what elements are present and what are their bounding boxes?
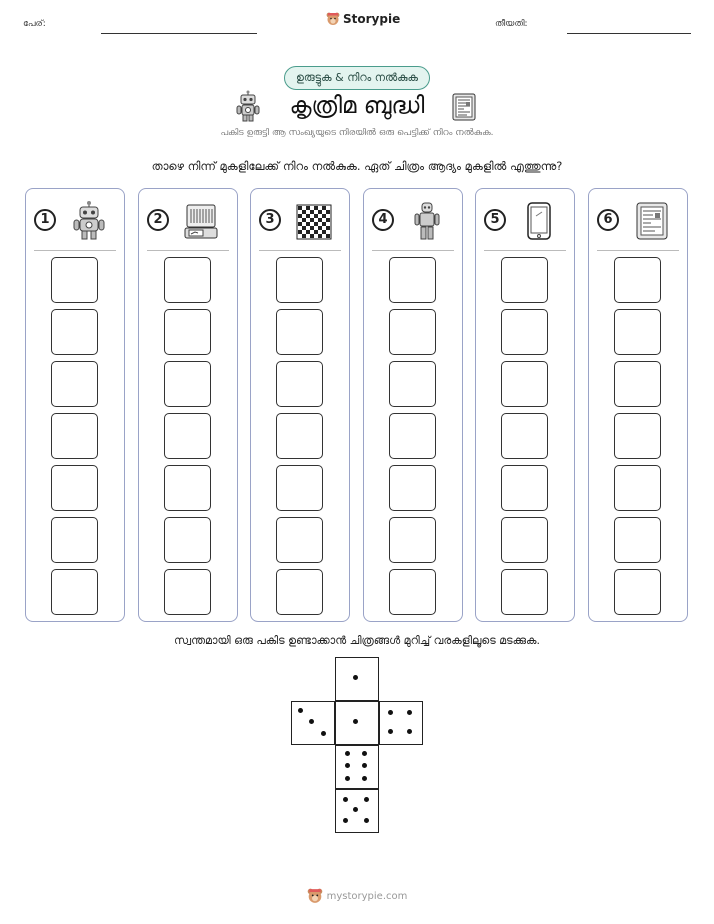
- color-box[interactable]: [276, 569, 323, 615]
- column-number: 2: [147, 209, 169, 231]
- color-box[interactable]: [164, 569, 211, 615]
- circuit-board-icon: [633, 201, 671, 241]
- column-number: 6: [597, 209, 619, 231]
- column-number: 5: [484, 209, 506, 231]
- color-box[interactable]: [51, 465, 98, 511]
- brand-name: Storypie: [343, 12, 401, 26]
- column-2: [138, 188, 238, 622]
- dice-pip: [353, 807, 358, 812]
- color-box[interactable]: [276, 257, 323, 303]
- color-box[interactable]: [164, 413, 211, 459]
- computer-terminal-icon: [183, 201, 221, 241]
- color-box[interactable]: [276, 517, 323, 563]
- color-box[interactable]: [164, 465, 211, 511]
- date-label: തീയതി:: [495, 19, 528, 29]
- dice-face-center: [335, 701, 379, 745]
- divider: [259, 250, 341, 251]
- divider: [34, 250, 116, 251]
- dice-pip: [343, 797, 348, 802]
- storypie-bear-icon: [307, 888, 323, 904]
- color-box[interactable]: [389, 361, 436, 407]
- color-box[interactable]: [276, 465, 323, 511]
- dice-pip: [353, 675, 358, 680]
- subtitle: പകിട ഉരുട്ടി ആ സംഖ്യയുടെ നിരയിൽ ഒരു പെട്ടിക്ക് നിറം നൽകുക.: [220, 128, 494, 138]
- color-box[interactable]: [614, 413, 661, 459]
- dice-face-below: [335, 745, 379, 789]
- color-box[interactable]: [51, 361, 98, 407]
- dice-pip: [364, 797, 369, 802]
- color-box[interactable]: [164, 361, 211, 407]
- dice-pip: [407, 710, 412, 715]
- column-4: [363, 188, 463, 622]
- name-line[interactable]: [101, 33, 257, 34]
- color-box[interactable]: [51, 569, 98, 615]
- color-box[interactable]: [389, 517, 436, 563]
- footer-url[interactable]: mystorypie.com: [326, 890, 408, 902]
- brand-logo: [326, 12, 400, 26]
- color-box[interactable]: [276, 309, 323, 355]
- color-box[interactable]: [51, 257, 98, 303]
- dice-pip: [345, 776, 350, 781]
- color-box[interactable]: [51, 413, 98, 459]
- dice-pip: [364, 818, 369, 823]
- chessboard-icon: [295, 201, 333, 241]
- color-box[interactable]: [614, 465, 661, 511]
- dice-pip: [362, 776, 367, 781]
- dice-pip: [345, 751, 350, 756]
- storypie-bear-icon: [326, 12, 340, 26]
- color-box[interactable]: [614, 361, 661, 407]
- dice-face-bottom: [335, 789, 379, 833]
- color-box[interactable]: [614, 569, 661, 615]
- dice-pip: [388, 710, 393, 715]
- color-box[interactable]: [501, 465, 548, 511]
- color-box[interactable]: [501, 257, 548, 303]
- color-box[interactable]: [389, 309, 436, 355]
- color-box[interactable]: [276, 361, 323, 407]
- dice-pip: [345, 763, 350, 768]
- divider: [372, 250, 454, 251]
- color-box[interactable]: [389, 465, 436, 511]
- column-number: 1: [34, 209, 56, 231]
- color-box[interactable]: [164, 309, 211, 355]
- column-1: [25, 188, 125, 622]
- page-title: കൃത്രിമ ബുദ്ധി: [289, 93, 425, 119]
- dice-face-right: [379, 701, 423, 745]
- color-box[interactable]: [276, 413, 323, 459]
- color-box[interactable]: [614, 309, 661, 355]
- color-box[interactable]: [51, 517, 98, 563]
- dice-face-top: [335, 657, 379, 701]
- color-box[interactable]: [614, 517, 661, 563]
- dice-pip: [343, 818, 348, 823]
- bottom-instruction: സ്വന്തമായി ഒരു പകിട ഉണ്ടാക്കാൻ ചിത്രങ്ങൾ മുറിച്ച് വരകളിലൂടെ മടക്കുക.: [174, 634, 540, 647]
- color-box[interactable]: [164, 517, 211, 563]
- divider: [147, 250, 229, 251]
- color-box[interactable]: [501, 569, 548, 615]
- divider: [597, 250, 679, 251]
- name-label: പേര്:: [23, 19, 46, 29]
- dice-pip: [407, 729, 412, 734]
- smartphone-icon: [520, 201, 558, 241]
- color-box[interactable]: [51, 309, 98, 355]
- date-line[interactable]: [567, 33, 691, 34]
- dice-pip: [309, 719, 314, 724]
- color-box[interactable]: [501, 309, 548, 355]
- dice-pip: [362, 751, 367, 756]
- dice-pip: [388, 729, 393, 734]
- color-box[interactable]: [389, 569, 436, 615]
- activity-badge: ഉരുട്ടുക & നിറം നൽകുക: [284, 66, 430, 90]
- dice-pip: [362, 763, 367, 768]
- divider: [484, 250, 566, 251]
- dice-pip: [321, 731, 326, 736]
- color-box[interactable]: [614, 257, 661, 303]
- color-box[interactable]: [501, 413, 548, 459]
- column-number: 3: [259, 209, 281, 231]
- humanoid-robot-icon: [408, 201, 446, 241]
- robot-icon: [70, 201, 108, 241]
- instruction: താഴെ നിന്ന് മുകളിലേക്ക് നിറം നൽകുക. ഏത് ചിത്രം ആദ്യം മുകളിൽ എത്തുന്നു?: [151, 159, 563, 173]
- column-number: 4: [372, 209, 394, 231]
- color-box[interactable]: [501, 361, 548, 407]
- column-5: [475, 188, 575, 622]
- column-6: [588, 188, 688, 622]
- dice-face-left: [291, 701, 335, 745]
- circuit-board-icon: [452, 93, 476, 121]
- footer: [0, 888, 714, 904]
- color-box[interactable]: [389, 413, 436, 459]
- color-box[interactable]: [389, 257, 436, 303]
- dice-pip: [298, 708, 303, 713]
- color-box[interactable]: [501, 517, 548, 563]
- dice-pip: [353, 719, 358, 724]
- color-box[interactable]: [164, 257, 211, 303]
- column-3: [250, 188, 350, 622]
